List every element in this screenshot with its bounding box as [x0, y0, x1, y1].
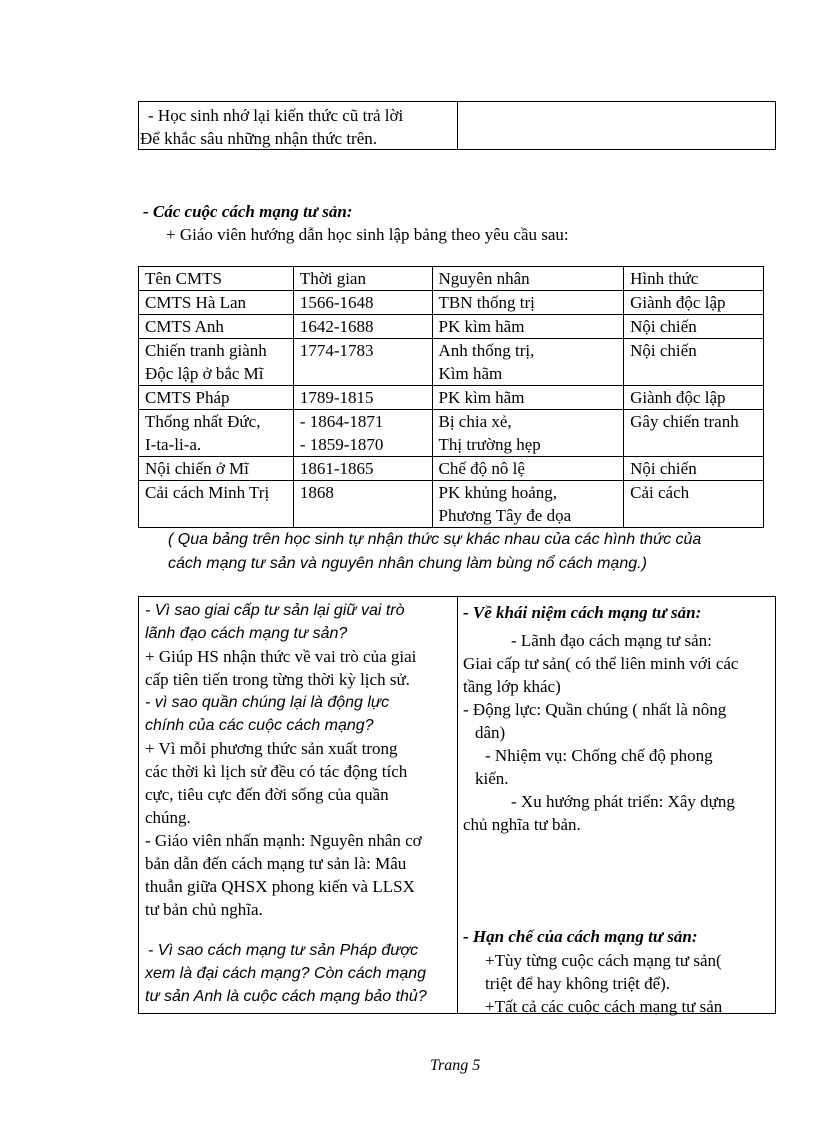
emphasis-line-1: - Giáo viên nhấn mạnh: Nguyên nhân cơ: [145, 831, 422, 850]
top-box-divider: [457, 102, 458, 149]
limitations-line-2: triệt để hay không triệt để).: [485, 974, 671, 993]
table-header-row: [139, 267, 764, 291]
note-line-1: ( Qua bảng trên học sinh tự nhận thức sự khác nhau của các hình thức của: [168, 531, 702, 548]
concept-task-2: kiến.: [475, 769, 509, 788]
table-cell-line: TBN thống trị: [438, 293, 535, 312]
table-cell-line: PK khủng hoảng,: [438, 483, 558, 502]
table-header-cell: Tên CMTS: [139, 267, 294, 291]
table-cell: [293, 481, 432, 528]
table-row: [139, 291, 764, 315]
table-cell: [432, 291, 624, 315]
table-cell: [293, 315, 432, 339]
concept-driving-force-1: - Động lực: Quần chúng ( nhất là nông: [463, 700, 727, 719]
table-cell: [139, 481, 294, 528]
emphasis-line-3: thuẫn giữa QHSX phong kiến và LLSX: [145, 877, 415, 896]
table-body: [139, 291, 764, 528]
page-number: Trang 5: [430, 1057, 481, 1074]
table-cell-line: Nội chiến ở Mĩ: [145, 459, 249, 478]
table-cell-line: Chế độ nô lệ: [438, 459, 525, 478]
table-cell: [139, 291, 294, 315]
table-cell-line: - 1859-1870: [299, 435, 384, 454]
concept-trend-1: - Xu hướng phát triển: Xây dựng: [511, 792, 735, 811]
table-cell-line: Giành độc lập: [630, 388, 726, 407]
table-cell-line: 1861-1865: [299, 459, 374, 478]
table-cell-line: 1868: [299, 483, 334, 502]
table-cell-line: Phương Tây đe dọa: [438, 506, 572, 525]
table-cell-line: Cải cách: [630, 483, 690, 502]
top-box-line-1: - Học sinh nhớ lại kiến thức cũ trả lời: [148, 106, 404, 125]
table-cell: [139, 339, 294, 386]
table-cell: [432, 339, 624, 386]
table-cell: [293, 386, 432, 410]
table-cell: [293, 410, 432, 457]
table-header-cell: Hình thức: [624, 267, 764, 291]
table-cell: [293, 339, 432, 386]
note-line-2: cách mạng tư sản và nguyên nhân chung làm bùng nổ cách mạng.): [168, 555, 647, 572]
table-cell-line: CMTS Anh: [145, 317, 224, 336]
top-box: [138, 101, 776, 150]
limitations-line-1: +Tùy từng cuộc cách mạng tư sản(: [485, 951, 722, 970]
table-cell-line: PK kìm hãm: [438, 388, 525, 407]
table-cell: [293, 457, 432, 481]
table-cell-line: Chiến tranh giành: [145, 341, 267, 360]
table-cell-line: 1789-1815: [299, 388, 374, 407]
question-3-line-1: - Vì sao cách mạng tư sản Pháp được: [148, 942, 419, 959]
table-cell: [624, 291, 764, 315]
table-cell: [432, 410, 624, 457]
discussion-divider: [457, 597, 458, 1013]
concept-driving-force-2: dân): [475, 723, 506, 742]
table-row: [139, 339, 764, 386]
limitations-line-3: +Tất cả các cuộc cách mạng tư sản: [485, 997, 723, 1016]
cmts-table: [138, 266, 764, 528]
concept-leadership: - Lãnh đạo cách mạng tư sản:: [511, 631, 712, 650]
table-cell: [139, 457, 294, 481]
table-cell-line: Kìm hãm: [438, 364, 503, 383]
question-1-line-2: lãnh đạo cách mạng tư sản?: [145, 625, 348, 642]
table-row: [139, 481, 764, 528]
emphasis-line-2: bản dẫn đến cách mạng tư sản là: Mâu: [145, 854, 407, 873]
section-heading: - Các cuộc cách mạng tư sản:: [143, 202, 353, 221]
table-cell-line: I-ta-li-a.: [145, 435, 202, 454]
table-cell-line: - 1864-1871: [299, 412, 384, 431]
table-row: [139, 315, 764, 339]
table-cell-line: Bị chia xẻ,: [438, 412, 512, 431]
top-box-line-2: Để khắc sâu những nhận thức trên.: [140, 129, 377, 148]
table-cell-line: 1642-1688: [299, 317, 374, 336]
table-header-cell: Nguyên nhân: [432, 267, 624, 291]
table-cell-line: Thị trường hẹp: [438, 435, 541, 454]
limitations-heading: - Hạn chế của cách mạng tư sản:: [463, 927, 698, 946]
question-2-line-2: chính của các cuộc cách mạng?: [145, 717, 374, 734]
table-cell: [293, 291, 432, 315]
table-cell: [624, 315, 764, 339]
table-cell-line: Gây chiến tranh: [630, 412, 739, 431]
answer-2-line-4: chúng.: [145, 808, 191, 827]
table-cell-line: Nội chiến: [630, 317, 697, 336]
question-1-line-1: - Vì sao giai cấp tư sản lại giữ vai trò: [145, 602, 405, 619]
table-cell-line: CMTS Hà Lan: [145, 293, 247, 312]
answer-2-line-1: + Vì mỗi phương thức sản xuất trong: [145, 739, 398, 758]
answer-1-line-2: cấp tiên tiến trong từng thời kỳ lịch sử.: [145, 670, 410, 689]
concept-trend-2: chủ nghĩa tư bản.: [463, 815, 581, 834]
table-cell: [139, 315, 294, 339]
table-cell: [624, 410, 764, 457]
table-cell: [432, 315, 624, 339]
concept-task-1: - Nhiệm vụ: Chống chế độ phong: [485, 746, 713, 765]
section-instruction: + Giáo viên hướng dẫn học sinh lập bảng theo yêu cầu sau:: [166, 225, 569, 244]
table-cell-line: Nội chiến: [630, 341, 697, 360]
table-header-cell: Thời gian: [293, 267, 432, 291]
table-cell: [624, 386, 764, 410]
concept-leadership-detail-1: Giai cấp tư sản( có thể liên minh với các: [463, 654, 739, 673]
answer-2-line-3: cực, tiêu cực đến đời sống của quần: [145, 785, 389, 804]
table-cell-line: Độc lập ở bắc Mĩ: [145, 364, 264, 383]
table-cell: [624, 457, 764, 481]
question-3-line-3: tư sản Anh là cuộc cách mạng bảo thủ?: [145, 988, 427, 1005]
table-cell-line: Cải cách Minh Trị: [145, 483, 270, 502]
table-cell: [139, 386, 294, 410]
table-cell: [432, 481, 624, 528]
table-cell-line: Thống nhất Đức,: [145, 412, 261, 431]
table-cell-line: CMTS Pháp: [145, 388, 230, 407]
answer-1-line-1: + Giúp HS nhận thức về vai trò của giai: [145, 647, 417, 666]
table-cell-line: Giành độc lập: [630, 293, 726, 312]
table-row: [139, 410, 764, 457]
discussion-box: [138, 596, 776, 1014]
answer-2-line-2: các thời kì lịch sử đều có tác động tích: [145, 762, 408, 781]
question-3-line-2: xem là đại cách mạng? Còn cách mạng: [145, 965, 427, 982]
table-cell-line: 1774-1783: [299, 341, 374, 360]
table-row: [139, 386, 764, 410]
emphasis-line-4: tư bản chủ nghĩa.: [145, 900, 263, 919]
table-cell-line: Nội chiến: [630, 459, 697, 478]
table-cell: [432, 457, 624, 481]
table-cell: [624, 339, 764, 386]
table-cell: [432, 386, 624, 410]
table-cell: [139, 410, 294, 457]
table-cell-line: 1566-1648: [299, 293, 374, 312]
table-cell: [624, 481, 764, 528]
table-cell-line: Anh thống trị,: [438, 341, 535, 360]
table-row: [139, 457, 764, 481]
table-cell-line: PK kìm hãm: [438, 317, 525, 336]
question-2-line-1: - vì sao quần chúng lại là động lực: [145, 694, 390, 711]
concept-heading: - Về khái niệm cách mạng tư sản:: [463, 603, 702, 622]
concept-leadership-detail-2: tầng lớp khác): [463, 677, 561, 696]
